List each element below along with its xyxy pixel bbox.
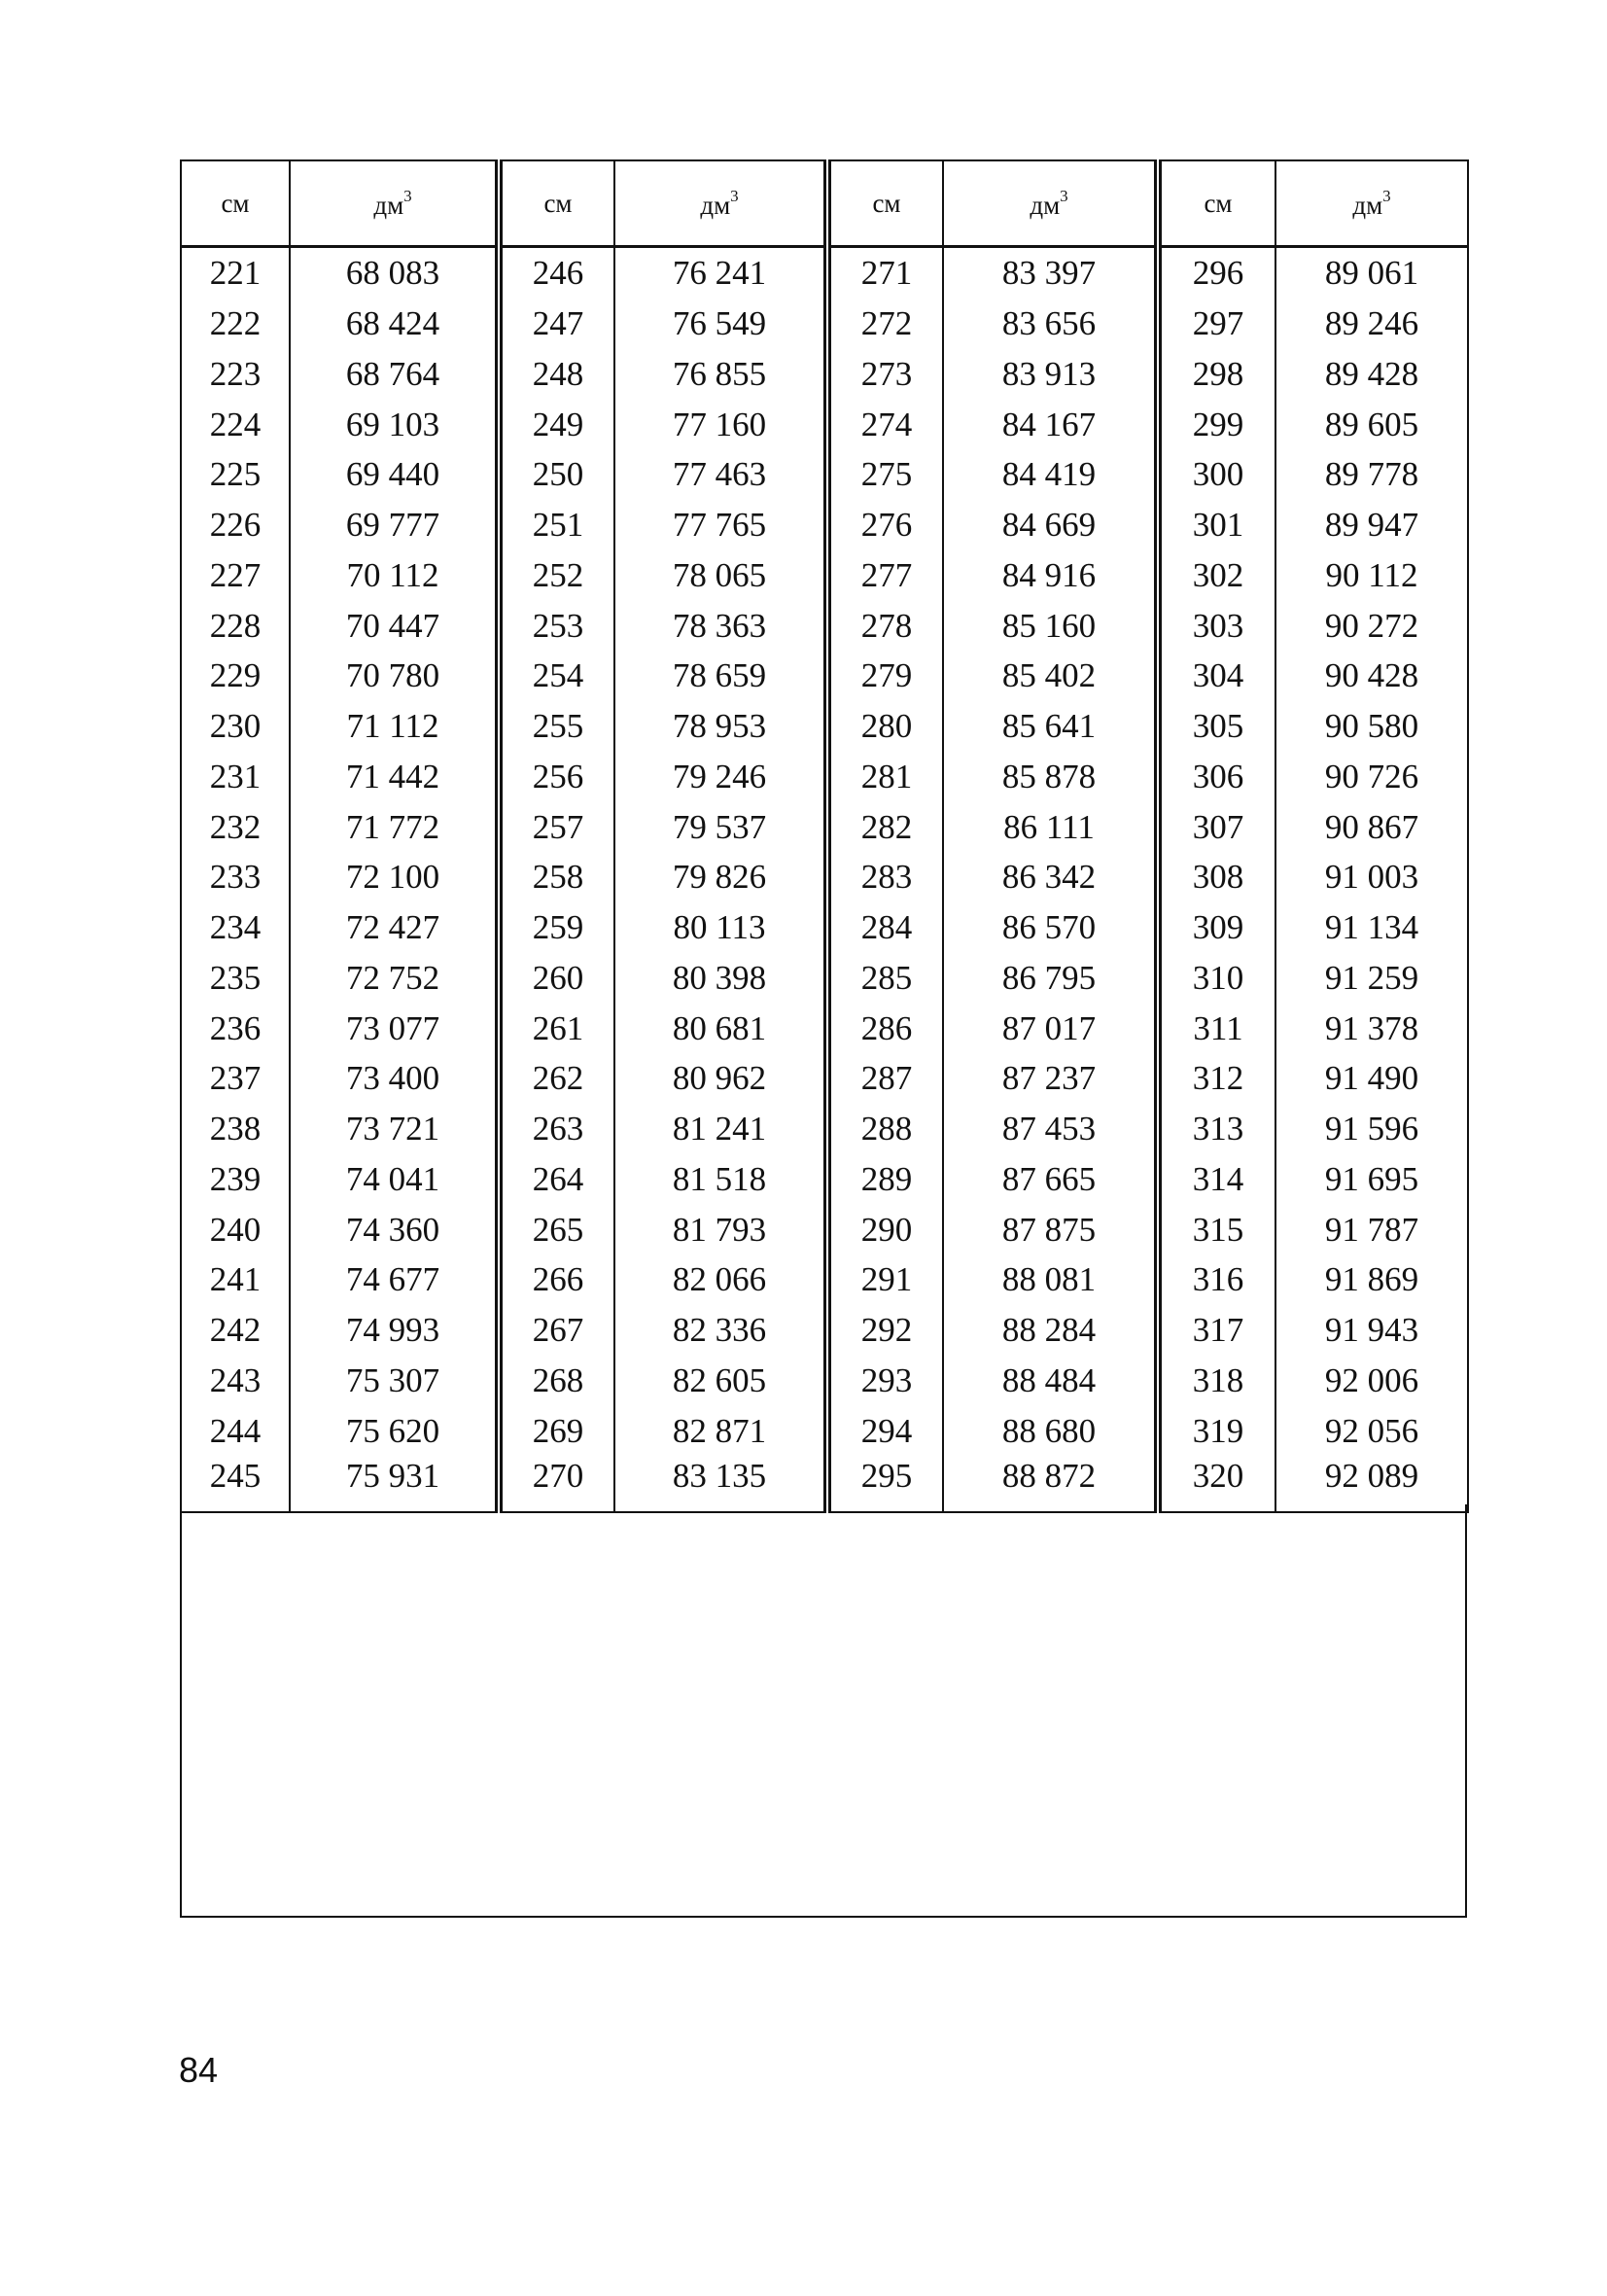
cell-cm: 288 [827,1104,943,1154]
cell-dm3: 72 100 [290,852,499,902]
cell-cm: 263 [499,1104,614,1154]
cell-cm: 278 [827,600,943,651]
table-row [181,1053,1468,1104]
cell-cm: 305 [1158,701,1275,752]
table-row [181,1254,1468,1305]
cell-cm: 282 [827,801,943,852]
cell-cm: 294 [827,1405,943,1456]
cell-dm3: 83 913 [943,349,1158,400]
table-row [181,801,1468,852]
cell-cm: 246 [499,247,614,299]
cell-dm3: 85 641 [943,701,1158,752]
table-row [181,399,1468,449]
cell-cm: 307 [1158,801,1275,852]
cell-cm: 252 [499,550,614,601]
table-row [181,550,1468,601]
cell-cm: 316 [1158,1254,1275,1305]
cell-dm3: 68 764 [290,349,499,400]
cell-dm3: 84 167 [943,399,1158,449]
cell-dm3: 89 778 [1275,449,1468,500]
cell-cm: 319 [1158,1405,1275,1456]
cell-cm: 299 [1158,399,1275,449]
cell-cm: 225 [181,449,290,500]
cell-cm: 266 [499,1254,614,1305]
cell-dm3: 80 962 [614,1053,827,1104]
cell-dm3: 72 752 [290,953,499,1004]
cell-dm3: 91 378 [1275,1003,1468,1053]
cell-dm3: 92 056 [1275,1405,1468,1456]
cell-cm: 268 [499,1356,614,1406]
cell-cm: 289 [827,1154,943,1205]
table-row [181,600,1468,651]
cell-cm: 242 [181,1305,290,1356]
cell-dm3: 79 826 [614,852,827,902]
cell-dm3: 73 400 [290,1053,499,1104]
cell-cm: 317 [1158,1305,1275,1356]
cell-dm3: 71 442 [290,752,499,802]
header-cm: см [1158,160,1275,247]
cell-cm: 245 [181,1456,290,1512]
cell-dm3: 81 518 [614,1154,827,1205]
calibration-table [180,159,1469,1513]
cell-dm3: 88 484 [943,1356,1158,1406]
cell-cm: 273 [827,349,943,400]
cell-cm: 247 [499,299,614,349]
cell-cm: 276 [827,500,943,550]
cell-cm: 320 [1158,1456,1275,1512]
cell-dm3: 79 246 [614,752,827,802]
cell-cm: 275 [827,449,943,500]
cell-dm3: 90 272 [1275,600,1468,651]
cell-cm: 284 [827,902,943,953]
cell-dm3: 89 605 [1275,399,1468,449]
cell-dm3: 76 855 [614,349,827,400]
cell-dm3: 90 112 [1275,550,1468,601]
cell-dm3: 85 160 [943,600,1158,651]
cell-dm3: 87 237 [943,1053,1158,1104]
cell-dm3: 91 259 [1275,953,1468,1004]
cell-dm3: 70 447 [290,600,499,651]
cell-cm: 248 [499,349,614,400]
cell-cm: 223 [181,349,290,400]
table-row [181,852,1468,902]
header-cm: см [827,160,943,247]
cell-dm3: 86 111 [943,801,1158,852]
cell-cm: 227 [181,550,290,601]
table-row [181,1003,1468,1053]
cell-cm: 291 [827,1254,943,1305]
table-row [181,1104,1468,1154]
cell-dm3: 87 665 [943,1154,1158,1205]
cell-dm3: 82 336 [614,1305,827,1356]
cell-dm3: 83 397 [943,247,1158,299]
cell-dm3: 78 065 [614,550,827,601]
cell-dm3: 70 112 [290,550,499,601]
cell-cm: 296 [1158,247,1275,299]
cell-dm3: 86 795 [943,953,1158,1004]
cell-cm: 264 [499,1154,614,1205]
cell-cm: 237 [181,1053,290,1104]
cell-dm3: 69 777 [290,500,499,550]
cell-dm3: 71 772 [290,801,499,852]
cell-dm3: 82 066 [614,1254,827,1305]
cell-dm3: 89 061 [1275,247,1468,299]
cell-cm: 303 [1158,600,1275,651]
cell-dm3: 70 780 [290,651,499,701]
header-dm3: $дм^3$ [943,160,1158,247]
cell-dm3: 90 580 [1275,701,1468,752]
cell-dm3: 84 669 [943,500,1158,550]
cell-dm3: 71 112 [290,701,499,752]
cell-cm: 260 [499,953,614,1004]
table-row [181,953,1468,1004]
cell-cm: 279 [827,651,943,701]
cell-dm3: 91 596 [1275,1104,1468,1154]
cell-cm: 292 [827,1305,943,1356]
cell-dm3: 83 656 [943,299,1158,349]
cell-cm: 255 [499,701,614,752]
cell-cm: 318 [1158,1356,1275,1406]
cell-dm3: 84 916 [943,550,1158,601]
cell-cm: 233 [181,852,290,902]
cell-dm3: 77 160 [614,399,827,449]
cell-cm: 283 [827,852,943,902]
cell-dm3: 91 003 [1275,852,1468,902]
header-cm: см [181,160,290,247]
cell-dm3: 76 549 [614,299,827,349]
cell-cm: 314 [1158,1154,1275,1205]
cell-cm: 309 [1158,902,1275,953]
table-row [181,752,1468,802]
cell-dm3: 80 681 [614,1003,827,1053]
cell-dm3: 77 463 [614,449,827,500]
table-row [181,500,1468,550]
cell-cm: 226 [181,500,290,550]
cell-cm: 261 [499,1003,614,1053]
cell-cm: 304 [1158,651,1275,701]
table-row [181,902,1468,953]
cell-cm: 230 [181,701,290,752]
cell-cm: 249 [499,399,614,449]
cell-dm3: 90 867 [1275,801,1468,852]
table-row [181,1405,1468,1456]
table-body [181,247,1468,1513]
cell-cm: 229 [181,651,290,701]
cell-cm: 258 [499,852,614,902]
cell-cm: 306 [1158,752,1275,802]
cell-cm: 240 [181,1204,290,1254]
cell-cm: 298 [1158,349,1275,400]
cell-cm: 301 [1158,500,1275,550]
cell-dm3: 88 284 [943,1305,1158,1356]
cell-dm3: 86 342 [943,852,1158,902]
cell-cm: 265 [499,1204,614,1254]
cell-dm3: 77 765 [614,500,827,550]
cell-dm3: 90 726 [1275,752,1468,802]
cell-cm: 221 [181,247,290,299]
cell-cm: 239 [181,1154,290,1205]
cell-cm: 254 [499,651,614,701]
header-dm3: $дм^3$ [614,160,827,247]
header-dm3: $дм^3$ [1275,160,1468,247]
table-row [181,349,1468,400]
cell-dm3: 76 241 [614,247,827,299]
header-cm: см [499,160,614,247]
cell-dm3: 80 113 [614,902,827,953]
cell-cm: 253 [499,600,614,651]
cell-cm: 308 [1158,852,1275,902]
cell-dm3: 74 360 [290,1204,499,1254]
cell-cm: 236 [181,1003,290,1053]
cell-dm3: 91 134 [1275,902,1468,953]
cell-dm3: 75 620 [290,1405,499,1456]
table-row [181,247,1468,299]
cell-cm: 274 [827,399,943,449]
table-row [181,1356,1468,1406]
cell-dm3: 78 659 [614,651,827,701]
header-dm3: $дм^3$ [290,160,499,247]
cell-dm3: 75 931 [290,1456,499,1512]
cell-dm3: 91 943 [1275,1305,1468,1356]
cell-dm3: 79 537 [614,801,827,852]
cell-cm: 310 [1158,953,1275,1004]
cell-cm: 297 [1158,299,1275,349]
cell-dm3: 81 241 [614,1104,827,1154]
cell-dm3: 78 363 [614,600,827,651]
cell-dm3: 92 089 [1275,1456,1468,1512]
cell-cm: 235 [181,953,290,1004]
cell-dm3: 85 402 [943,651,1158,701]
cell-cm: 238 [181,1104,290,1154]
cell-dm3: 81 793 [614,1204,827,1254]
cell-dm3: 89 947 [1275,500,1468,550]
cell-dm3: 74 677 [290,1254,499,1305]
cell-cm: 262 [499,1053,614,1104]
cell-cm: 311 [1158,1003,1275,1053]
cell-cm: 267 [499,1305,614,1356]
cell-dm3: 83 135 [614,1456,827,1512]
cell-cm: 257 [499,801,614,852]
page-number: 84 [179,2050,219,2090]
cell-cm: 285 [827,953,943,1004]
cell-dm3: 73 721 [290,1104,499,1154]
cell-cm: 272 [827,299,943,349]
cell-cm: 312 [1158,1053,1275,1104]
cell-cm: 280 [827,701,943,752]
cell-dm3: 84 419 [943,449,1158,500]
cell-cm: 277 [827,550,943,601]
cell-cm: 222 [181,299,290,349]
cell-dm3: 73 077 [290,1003,499,1053]
cell-dm3: 87 875 [943,1204,1158,1254]
cell-cm: 224 [181,399,290,449]
cell-cm: 300 [1158,449,1275,500]
cell-dm3: 90 428 [1275,651,1468,701]
cell-dm3: 82 605 [614,1356,827,1406]
cell-dm3: 91 695 [1275,1154,1468,1205]
cell-dm3: 91 787 [1275,1204,1468,1254]
table-row [181,651,1468,701]
cell-dm3: 74 993 [290,1305,499,1356]
cell-cm: 231 [181,752,290,802]
cell-dm3: 88 872 [943,1456,1158,1512]
cell-cm: 244 [181,1405,290,1456]
cell-dm3: 91 490 [1275,1053,1468,1104]
cell-dm3: 75 307 [290,1356,499,1406]
cell-cm: 269 [499,1405,614,1456]
cell-dm3: 78 953 [614,701,827,752]
cell-dm3: 87 453 [943,1104,1158,1154]
cell-dm3: 68 083 [290,247,499,299]
cell-cm: 293 [827,1356,943,1406]
empty-frame [180,1504,1467,1918]
table-row [181,299,1468,349]
cell-dm3: 88 081 [943,1254,1158,1305]
cell-cm: 228 [181,600,290,651]
cell-cm: 256 [499,752,614,802]
table-header-row [181,160,1468,247]
cell-cm: 281 [827,752,943,802]
cell-dm3: 86 570 [943,902,1158,953]
table-row [181,701,1468,752]
cell-cm: 243 [181,1356,290,1406]
cell-dm3: 88 680 [943,1405,1158,1456]
cell-cm: 287 [827,1053,943,1104]
table-row [181,1204,1468,1254]
cell-cm: 290 [827,1204,943,1254]
cell-cm: 313 [1158,1104,1275,1154]
cell-cm: 250 [499,449,614,500]
cell-cm: 232 [181,801,290,852]
cell-dm3: 87 017 [943,1003,1158,1053]
cell-dm3: 85 878 [943,752,1158,802]
cell-dm3: 82 871 [614,1405,827,1456]
cell-dm3: 69 103 [290,399,499,449]
cell-cm: 259 [499,902,614,953]
cell-dm3: 92 006 [1275,1356,1468,1406]
table-row [181,449,1468,500]
cell-cm: 315 [1158,1204,1275,1254]
cell-dm3: 89 428 [1275,349,1468,400]
cell-dm3: 80 398 [614,953,827,1004]
cell-dm3: 69 440 [290,449,499,500]
cell-cm: 270 [499,1456,614,1512]
cell-dm3: 74 041 [290,1154,499,1205]
cell-dm3: 72 427 [290,902,499,953]
cell-cm: 295 [827,1456,943,1512]
cell-cm: 251 [499,500,614,550]
cell-cm: 302 [1158,550,1275,601]
cell-cm: 286 [827,1003,943,1053]
cell-dm3: 89 246 [1275,299,1468,349]
cell-dm3: 68 424 [290,299,499,349]
cell-cm: 271 [827,247,943,299]
cell-cm: 241 [181,1254,290,1305]
cell-dm3: 91 869 [1275,1254,1468,1305]
cell-cm: 234 [181,902,290,953]
table-row [181,1305,1468,1356]
table-row [181,1154,1468,1205]
